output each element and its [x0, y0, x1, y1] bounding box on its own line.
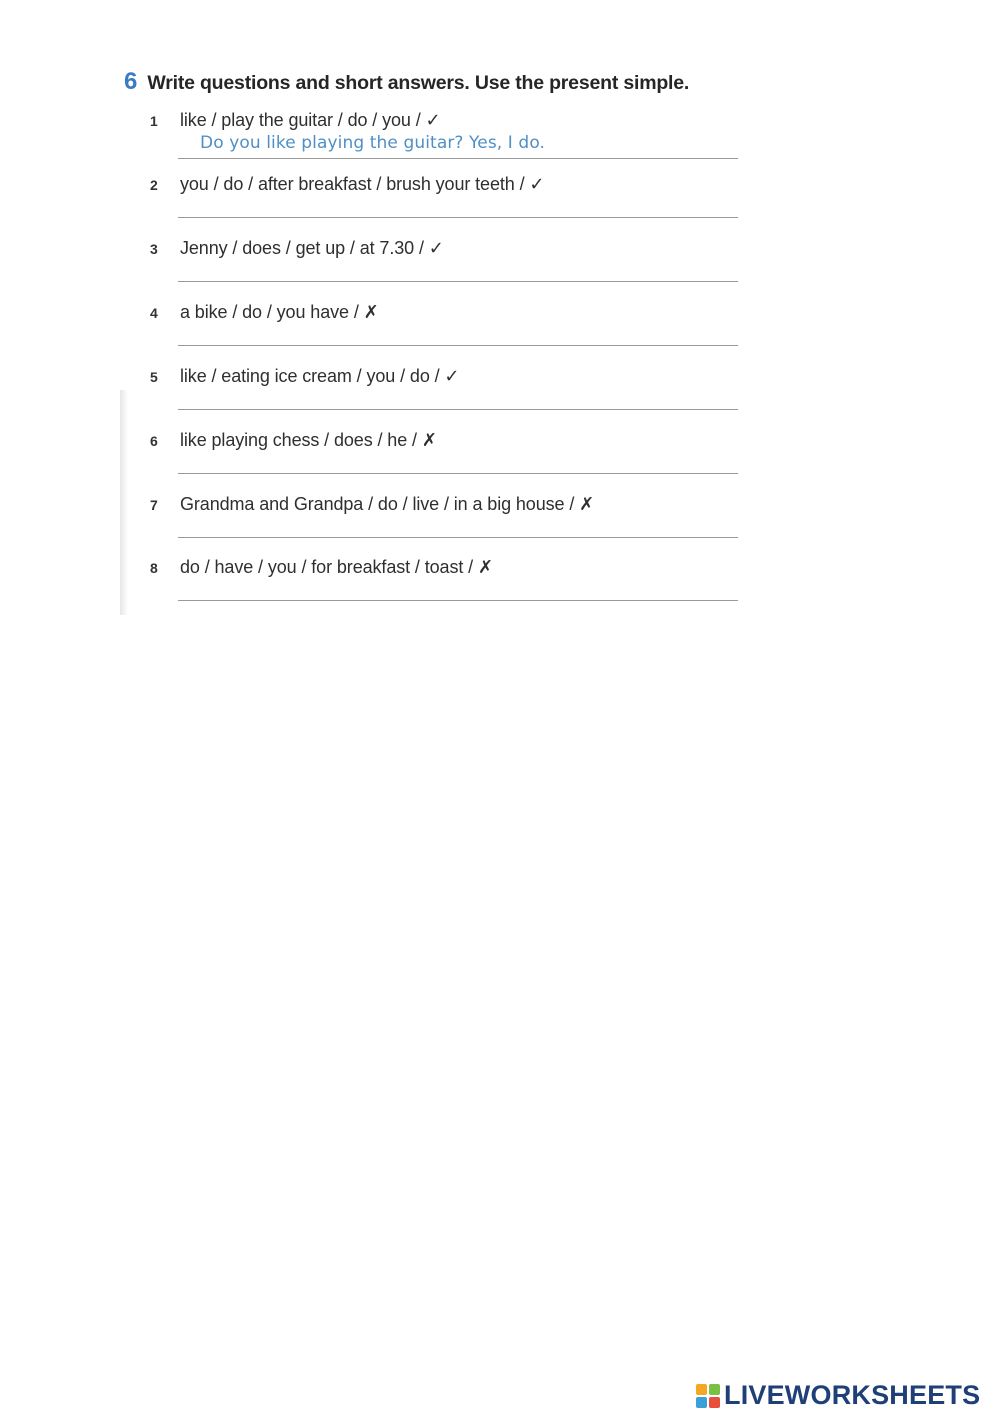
item-prompt: like / play the guitar / do / you / ✓: [180, 110, 441, 130]
exercise-item-8: [150, 557, 740, 620]
exercise-header: [124, 68, 689, 96]
exercise-item-3: [150, 238, 740, 301]
item-prompt: like playing chess / does / he / ✗: [180, 430, 437, 450]
liveworksheets-brand: [696, 1380, 980, 1411]
item-number: 7: [150, 497, 158, 513]
exercise-number: 6: [124, 68, 138, 95]
answer-line: [178, 537, 738, 538]
exercise-item-5: [150, 366, 740, 429]
item-number: 4: [150, 305, 158, 321]
exercise-instruction: Write questions and short answers. Use the present simple.: [147, 72, 690, 94]
item-prompt: Grandma and Grandpa / do / live / in a big house / ✗: [180, 494, 595, 514]
exercise-item-6: [150, 430, 740, 493]
logo-square-3: [696, 1397, 707, 1408]
scan-edge-shadow: [120, 390, 128, 615]
item-prompt: a bike / do / you have / ✗: [180, 302, 379, 322]
exercise-item-4: [150, 302, 740, 365]
item-number: 6: [150, 433, 158, 449]
exercise-item-1: [150, 110, 740, 173]
item-prompt: you / do / after breakfast / brush your teeth / ✓: [180, 174, 545, 194]
exercise-item-7: [150, 494, 740, 557]
brand-wordmark: LIVEWORKSHEETS: [724, 1380, 981, 1410]
answer-line: [178, 281, 738, 282]
answer-line: [178, 473, 738, 474]
answer-field[interactable]: Do you like playing the guitar? Yes, I do.: [200, 133, 546, 153]
item-prompt: like / eating ice cream / you / do / ✓: [180, 366, 460, 386]
item-prompt: do / have / you / for breakfast / toast / ✗: [180, 557, 493, 577]
item-number: 5: [150, 369, 158, 385]
answer-line: [178, 158, 738, 159]
answer-line: [178, 600, 738, 601]
item-prompt: Jenny / does / get up / at 7.30 / ✓: [180, 238, 444, 258]
answer-line: [178, 345, 738, 346]
exercise-item-2: [150, 174, 740, 237]
liveworksheets-logo-icon: [696, 1384, 720, 1408]
item-number: 3: [150, 241, 158, 257]
answer-line: [178, 409, 738, 410]
item-number: 2: [150, 177, 158, 193]
logo-square-4: [709, 1397, 720, 1408]
item-number: 1: [150, 113, 158, 129]
item-number: 8: [150, 560, 158, 576]
logo-square-1: [696, 1384, 707, 1395]
logo-square-2: [709, 1384, 720, 1395]
answer-line: [178, 217, 738, 218]
